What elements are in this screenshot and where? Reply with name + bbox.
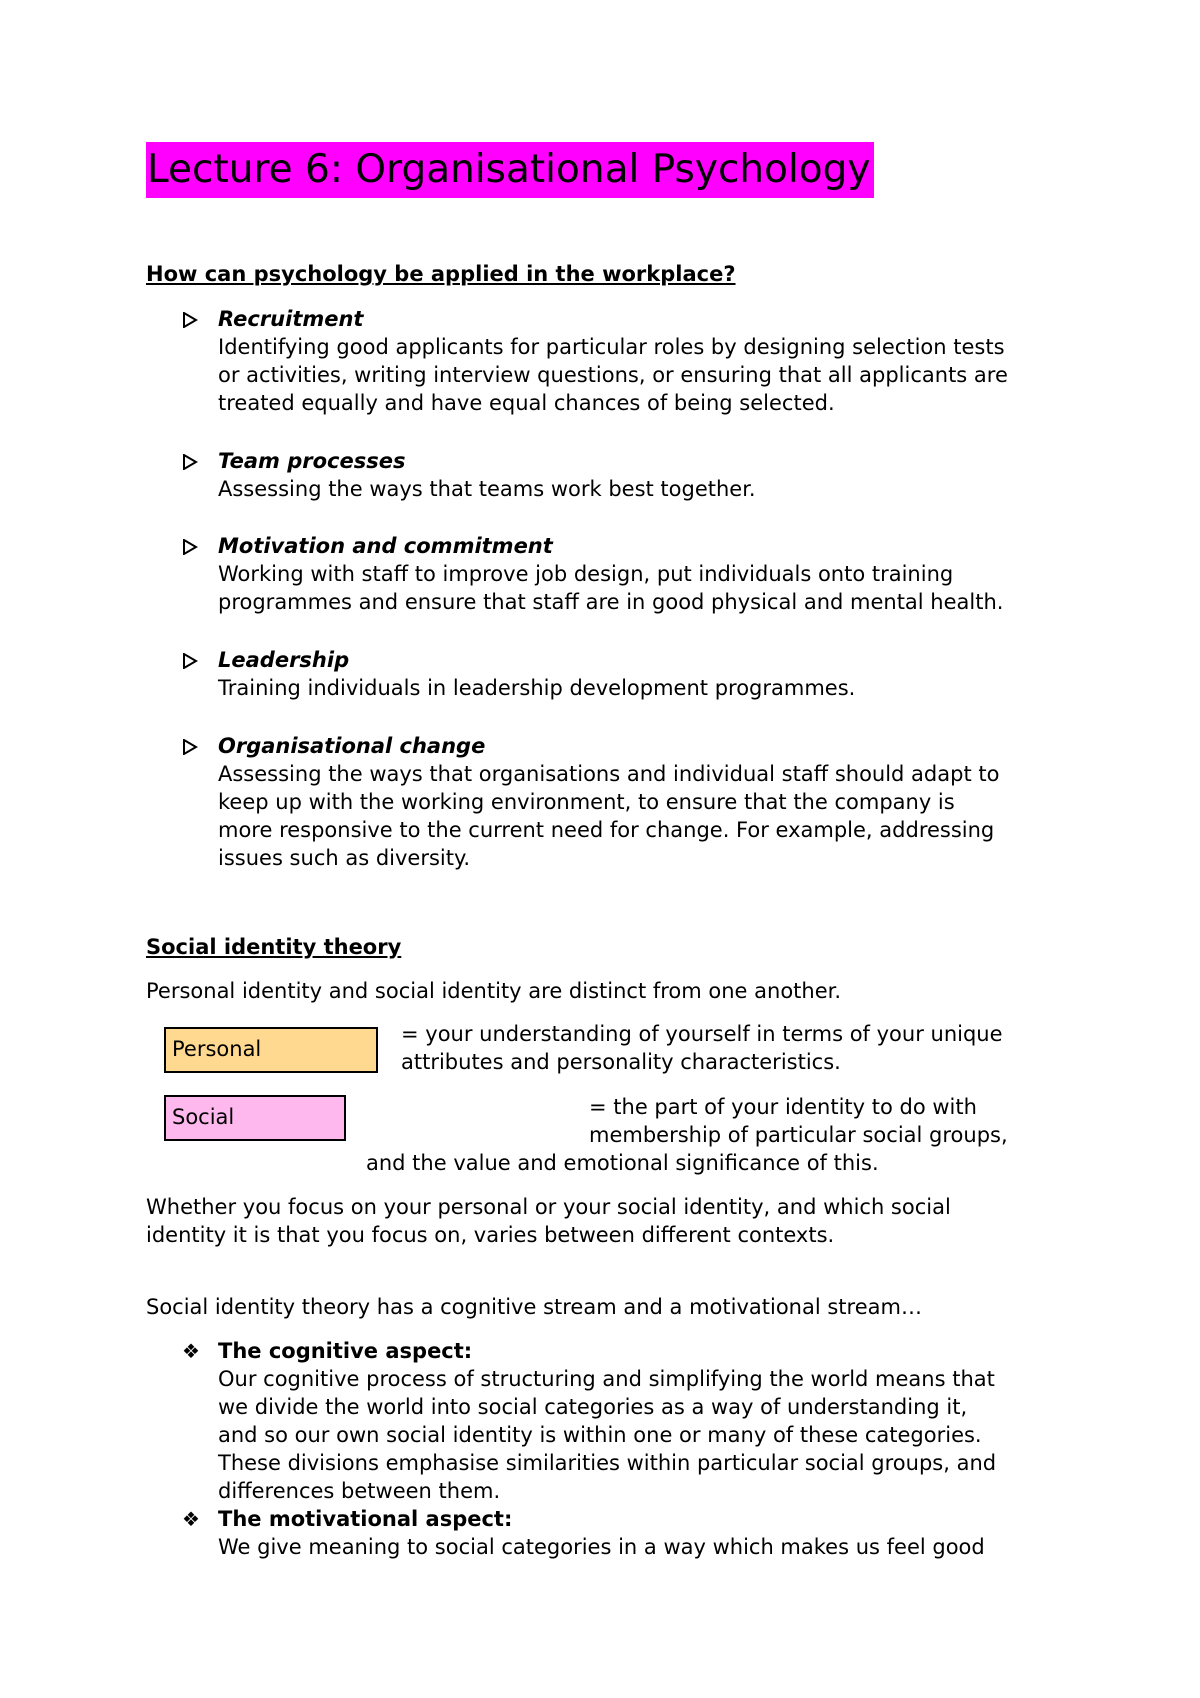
text-line: issues such as diversity. bbox=[218, 846, 471, 870]
list-item-body bbox=[218, 333, 1078, 417]
diamond-bullet-icon: ❖ bbox=[182, 1507, 200, 1531]
text-line: attributes and personality characteristics. bbox=[401, 1050, 841, 1074]
triangle-bullet-icon bbox=[182, 646, 212, 669]
personal-definition bbox=[401, 1020, 1003, 1076]
paragraph-intro: Personal identity and social identity are distinct from one another. bbox=[146, 979, 842, 1003]
text-line: Assessing the ways that organisations and individual staff should adapt to bbox=[218, 762, 1000, 786]
text-line: and so our own social identity is within one or many of these categories. bbox=[218, 1423, 982, 1447]
social-box: Social bbox=[164, 1095, 346, 1141]
list-item-body bbox=[218, 475, 1078, 503]
list-item-title: Recruitment bbox=[218, 307, 364, 331]
diamond-bullet-icon: ❖ bbox=[182, 1339, 200, 1363]
text-line: we divide the world into social categories as a way of understanding it, bbox=[218, 1395, 968, 1419]
page-title: Lecture 6: Organisational Psychology bbox=[146, 142, 874, 198]
section-heading-workplace: How can psychology be applied in the workplace? bbox=[146, 262, 736, 286]
section-heading-social-identity: Social identity theory bbox=[146, 935, 402, 959]
text-line: keep up with the working environment, to ensure that the company is bbox=[218, 790, 955, 814]
text-line: These divisions emphasise similarities within particular social groups, and bbox=[218, 1451, 997, 1475]
list-item-body bbox=[218, 1533, 1078, 1561]
text-line: treated equally and have equal chances of being selected. bbox=[218, 391, 835, 415]
text-line: Our cognitive process of structuring and simplifying the world means that bbox=[218, 1367, 995, 1391]
triangle-bullet-icon bbox=[182, 732, 212, 755]
paragraph-context-line: Whether you focus on your personal or your social identity, and which social bbox=[146, 1195, 951, 1219]
list-item-body bbox=[218, 560, 1078, 616]
paragraph-context-line: identity it is that you focus on, varies between different contexts. bbox=[146, 1223, 835, 1247]
social-definition-line: = the part of your identity to do with bbox=[589, 1095, 977, 1119]
list-item-body bbox=[218, 674, 1078, 702]
text-line: We give meaning to social categories in a way which makes us feel good bbox=[218, 1535, 985, 1559]
text-line: Assessing the ways that teams work best together. bbox=[218, 477, 756, 501]
text-line: programmes and ensure that staff are in good physical and mental health. bbox=[218, 590, 1004, 614]
social-definition-line: membership of particular social groups, bbox=[589, 1123, 1008, 1147]
list-item-body bbox=[218, 1365, 1078, 1505]
list-item-title: Motivation and commitment bbox=[218, 534, 553, 558]
text-line: or activities, writing interview questions, or ensuring that all applicants are bbox=[218, 363, 1008, 387]
paragraph-streams: Social identity theory has a cognitive stream and a motivational stream… bbox=[146, 1295, 922, 1319]
list-item-title: The cognitive aspect: bbox=[218, 1339, 473, 1363]
triangle-bullet-icon bbox=[182, 305, 212, 328]
list-item-title: The motivational aspect: bbox=[218, 1507, 513, 1531]
text-line: = your understanding of yourself in terms of your unique bbox=[401, 1022, 1003, 1046]
text-line: more responsive to the current need for change. For example, addressing bbox=[218, 818, 995, 842]
personal-box: Personal bbox=[164, 1027, 378, 1073]
text-line: differences between them. bbox=[218, 1479, 501, 1503]
list-item-title: Leadership bbox=[218, 648, 350, 672]
list-item-title: Organisational change bbox=[218, 734, 486, 758]
triangle-bullet-icon bbox=[182, 532, 212, 555]
list-item-body bbox=[218, 760, 1078, 872]
list-item-title: Team processes bbox=[218, 449, 406, 473]
text-line: Training individuals in leadership development programmes. bbox=[218, 676, 856, 700]
triangle-bullet-icon bbox=[182, 447, 212, 470]
social-definition-line: and the value and emotional significance of this. bbox=[366, 1151, 879, 1175]
text-line: Identifying good applicants for particular roles by designing selection tests bbox=[218, 335, 1005, 359]
text-line: Working with staff to improve job design, put individuals onto training bbox=[218, 562, 954, 586]
